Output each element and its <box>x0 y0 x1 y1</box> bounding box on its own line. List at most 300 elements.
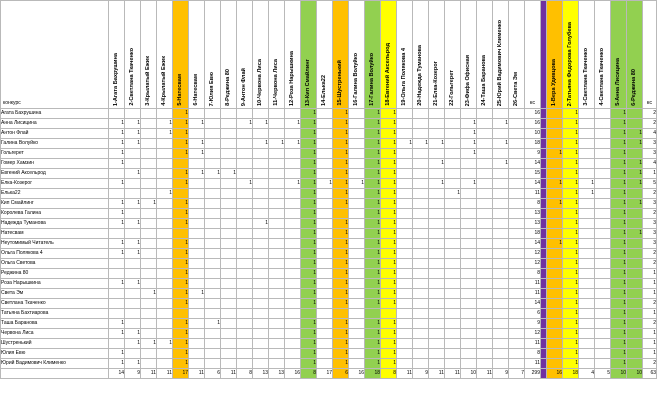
ks-cell: 12 <box>525 259 541 269</box>
vote-cell: 1 <box>285 179 301 189</box>
vote-cell <box>221 179 237 189</box>
vote-cell: 1 <box>157 129 173 139</box>
table-row <box>1 159 657 169</box>
vote-cell <box>445 339 461 349</box>
vote-cell <box>141 149 157 159</box>
vote-cell <box>189 259 205 269</box>
ks-cell: 3 <box>643 239 657 249</box>
ks-cell: 11 <box>525 279 541 289</box>
vote-cell <box>221 359 237 369</box>
vote-cell: 1 <box>189 289 205 299</box>
vote-cell <box>237 299 253 309</box>
vote-cell <box>237 209 253 219</box>
vote-cell <box>221 209 237 219</box>
vote-cell: 1 <box>611 319 627 329</box>
vote-cell: 1 <box>381 329 397 339</box>
vote-cell <box>157 139 173 149</box>
vote-cell: 1 <box>173 219 189 229</box>
ks-cell: 14 <box>525 159 541 169</box>
vote-cell <box>579 339 595 349</box>
vote-cell <box>253 179 269 189</box>
vote-cell <box>547 109 563 119</box>
vote-cell <box>579 299 595 309</box>
vote-cell <box>461 359 477 369</box>
column-header-label: 3-Светлана Ткаченко <box>582 48 589 106</box>
vote-cell <box>595 129 611 139</box>
vote-cell <box>429 219 445 229</box>
vote-cell <box>333 209 349 219</box>
vote-cell <box>253 239 269 249</box>
vote-cell: 1 <box>301 189 317 199</box>
vote-cell: 1 <box>173 249 189 259</box>
vote-cell <box>477 239 493 249</box>
vote-cell <box>397 159 413 169</box>
vote-cell <box>493 209 509 219</box>
column-header-label: 12-Роза Нарышкина <box>288 50 295 106</box>
vote-cell <box>157 199 173 209</box>
vote-cell: 1 <box>173 319 189 329</box>
ks-header-label: кс <box>646 100 653 106</box>
vote-cell: 1 <box>333 169 349 179</box>
vote-cell <box>493 359 509 369</box>
vote-cell <box>157 149 173 159</box>
column-header-label: 19-Ольга Полякова 4 <box>400 48 407 106</box>
table-row <box>1 129 657 139</box>
vote-cell <box>509 339 525 349</box>
vote-cell <box>579 129 595 139</box>
participant-name: Елка-Козерог <box>1 179 109 189</box>
vote-cell <box>317 189 333 199</box>
column-total: 11 <box>477 369 493 379</box>
vote-cell <box>509 249 525 259</box>
vote-cell <box>595 209 611 219</box>
column-total: 17 <box>173 369 189 379</box>
vote-cell <box>125 269 141 279</box>
vote-cell <box>461 309 477 319</box>
ks-cell: 2 <box>643 189 657 199</box>
vote-cell <box>547 259 563 269</box>
vote-cell: 1 <box>563 259 579 269</box>
vote-cell: 1 <box>381 249 397 259</box>
ks-cell: 16 <box>525 109 541 119</box>
vote-cell <box>579 259 595 269</box>
column-header-label: 6-Натесвам <box>192 74 199 106</box>
vote-cell: 1 <box>365 109 381 119</box>
vote-cell <box>237 359 253 369</box>
vote-cell <box>141 269 157 279</box>
vote-cell <box>477 339 493 349</box>
vote-cell <box>125 149 141 159</box>
vote-cell: 1 <box>109 179 125 189</box>
vote-cell: 1 <box>141 199 157 209</box>
vote-cell <box>579 229 595 239</box>
vote-cell: 1 <box>333 109 349 119</box>
vote-cell <box>157 349 173 359</box>
vote-cell <box>269 359 285 369</box>
vote-cell: 1 <box>109 219 125 229</box>
vote-cell <box>141 229 157 239</box>
vote-cell: 1 <box>301 239 317 249</box>
vote-cell <box>509 209 525 219</box>
column-header-label: 15-Шустренький <box>336 60 343 106</box>
ks-cell: 2 <box>643 259 657 269</box>
vote-cell: 1 <box>301 229 317 239</box>
participant-name: Елька22 <box>1 189 109 199</box>
vote-cell: 1 <box>563 289 579 299</box>
vote-cell <box>221 199 237 209</box>
vote-cell <box>349 199 365 209</box>
vote-cell <box>547 229 563 239</box>
vote-cell <box>189 129 205 139</box>
column-header-label: 23-Фифа Офисная <box>464 54 471 106</box>
vote-cell <box>397 259 413 269</box>
vote-cell <box>445 249 461 259</box>
ks-cell: 1 <box>643 269 657 279</box>
vote-cell: 1 <box>563 349 579 359</box>
vote-cell: 1 <box>333 189 349 199</box>
vote-cell: 1 <box>301 129 317 139</box>
vote-cell <box>237 279 253 289</box>
vote-cell <box>253 229 269 239</box>
vote-cell <box>493 299 509 309</box>
vote-cell <box>157 249 173 259</box>
vote-cell: 1 <box>333 219 349 229</box>
vote-cell <box>547 309 563 319</box>
column-header <box>429 1 445 109</box>
vote-cell <box>493 109 509 119</box>
participant-name: Кип Смайлинг <box>1 199 109 209</box>
vote-cell: 1 <box>381 339 397 349</box>
vote-cell <box>125 289 141 299</box>
vote-cell <box>317 219 333 229</box>
vote-cell: 1 <box>301 339 317 349</box>
vote-cell: 1 <box>563 169 579 179</box>
vote-cell <box>349 249 365 259</box>
vote-cell <box>397 329 413 339</box>
vote-cell: 1 <box>611 159 627 169</box>
vote-cell <box>205 259 221 269</box>
vote-cell: 1 <box>381 349 397 359</box>
vote-cell <box>509 189 525 199</box>
vote-cell: 1 <box>493 119 509 129</box>
table-row <box>1 169 657 179</box>
vote-cell <box>157 229 173 239</box>
ks-total: 299 <box>525 369 541 379</box>
vote-cell: 1 <box>381 209 397 219</box>
vote-cell <box>317 349 333 359</box>
column-header <box>317 1 333 109</box>
vote-cell <box>509 269 525 279</box>
vote-cell: 1 <box>253 139 269 149</box>
participant-name: Света Эм <box>1 289 109 299</box>
column-header <box>205 1 221 109</box>
vote-cell <box>493 129 509 139</box>
vote-cell <box>413 179 429 189</box>
vote-cell <box>477 199 493 209</box>
vote-cell: 1 <box>333 119 349 129</box>
vote-cell <box>189 309 205 319</box>
ks-cell: 1 <box>643 329 657 339</box>
vote-cell <box>125 259 141 269</box>
vote-cell: 1 <box>333 139 349 149</box>
table-row <box>1 319 657 329</box>
vote-cell <box>269 159 285 169</box>
table-row <box>1 179 657 189</box>
vote-cell <box>221 119 237 129</box>
vote-cell <box>205 199 221 209</box>
vote-cell <box>125 189 141 199</box>
vote-cell <box>221 319 237 329</box>
vote-cell <box>109 269 125 279</box>
vote-cell: 1 <box>173 129 189 139</box>
vote-cell <box>253 109 269 119</box>
vote-cell: 1 <box>333 159 349 169</box>
participant-name: Евгений Аксельрод <box>1 169 109 179</box>
vote-cell: 1 <box>397 139 413 149</box>
vote-cell <box>595 309 611 319</box>
vote-cell: 1 <box>429 159 445 169</box>
vote-cell: 1 <box>611 309 627 319</box>
vote-cell <box>493 149 509 159</box>
vote-cell <box>397 179 413 189</box>
vote-cell: 1 <box>301 149 317 159</box>
vote-cell <box>141 119 157 129</box>
vote-cell: 1 <box>125 219 141 229</box>
vote-cell <box>221 259 237 269</box>
vote-cell <box>397 129 413 139</box>
vote-cell <box>413 309 429 319</box>
vote-cell: 1 <box>445 189 461 199</box>
vote-cell <box>205 179 221 189</box>
vote-cell <box>413 299 429 309</box>
vote-cell <box>579 239 595 249</box>
vote-cell <box>397 199 413 209</box>
vote-cell <box>317 119 333 129</box>
vote-cell <box>157 329 173 339</box>
ks-cell: 2 <box>643 319 657 329</box>
vote-cell <box>445 119 461 129</box>
vote-cell <box>477 219 493 229</box>
vote-cell <box>595 189 611 199</box>
vote-cell <box>477 109 493 119</box>
vote-cell: 1 <box>563 329 579 339</box>
ks-cell: 8 <box>525 199 541 209</box>
column-total: 6 <box>333 369 349 379</box>
column-header <box>285 1 301 109</box>
vote-cell <box>461 209 477 219</box>
vote-cell <box>397 289 413 299</box>
vote-cell <box>285 319 301 329</box>
vote-cell: 1 <box>365 119 381 129</box>
vote-cell <box>285 359 301 369</box>
vote-cell <box>285 219 301 229</box>
vote-cell <box>509 149 525 159</box>
vote-cell <box>547 279 563 289</box>
vote-cell <box>221 349 237 359</box>
participant-name: Юрий Вадимович Клименко <box>1 359 109 369</box>
vote-cell: 1 <box>381 179 397 189</box>
vote-cell <box>285 269 301 279</box>
vote-cell <box>221 219 237 229</box>
vote-cell <box>253 169 269 179</box>
participant-name: Ольга Полякова 4 <box>1 249 109 259</box>
vote-cell <box>429 289 445 299</box>
vote-cell <box>269 319 285 329</box>
ks-header <box>525 1 541 109</box>
vote-cell <box>349 259 365 269</box>
vote-cell <box>579 209 595 219</box>
vote-cell <box>595 279 611 289</box>
ks-cell: 1 <box>643 309 657 319</box>
vote-cell <box>547 319 563 329</box>
participant-name: Галина Волуйко <box>1 139 109 149</box>
vote-cell: 1 <box>563 319 579 329</box>
ks-cell: 4 <box>643 159 657 169</box>
vote-cell <box>595 359 611 369</box>
vote-cell <box>221 249 237 259</box>
vote-cell <box>477 309 493 319</box>
vote-cell <box>269 109 285 119</box>
vote-cell: 1 <box>579 189 595 199</box>
vote-cell <box>173 159 189 169</box>
vote-cell <box>205 279 221 289</box>
vote-cell <box>461 229 477 239</box>
vote-cell <box>189 329 205 339</box>
vote-cell <box>445 309 461 319</box>
vote-cell <box>125 159 141 169</box>
vote-cell <box>253 289 269 299</box>
vote-cell: 1 <box>173 199 189 209</box>
vote-cell <box>125 309 141 319</box>
ks-cell: 14 <box>525 239 541 249</box>
vote-cell: 1 <box>563 309 579 319</box>
vote-cell: 1 <box>563 199 579 209</box>
vote-cell: 1 <box>627 139 643 149</box>
vote-cell <box>205 289 221 299</box>
column-header-label: 4-Светлана Ткаченко <box>598 48 605 106</box>
vote-cell <box>189 339 205 349</box>
vote-cell <box>429 149 445 159</box>
vote-cell <box>627 249 643 259</box>
vote-cell <box>461 169 477 179</box>
vote-cell: 1 <box>579 179 595 189</box>
column-header <box>269 1 285 109</box>
vote-cell <box>627 359 643 369</box>
vote-cell: 1 <box>627 199 643 209</box>
vote-cell <box>221 159 237 169</box>
vote-cell <box>579 119 595 129</box>
vote-cell <box>413 189 429 199</box>
vote-cell <box>269 269 285 279</box>
vote-cell <box>461 249 477 259</box>
participant-name: Таша Баранова <box>1 319 109 329</box>
column-total: 17 <box>317 369 333 379</box>
vote-cell: 1 <box>365 229 381 239</box>
vote-cell <box>157 289 173 299</box>
vote-cell <box>429 189 445 199</box>
vote-cell <box>413 219 429 229</box>
vote-cell <box>237 239 253 249</box>
vote-cell <box>429 119 445 129</box>
vote-cell: 1 <box>381 239 397 249</box>
vote-cell <box>205 239 221 249</box>
participant-name: Татьяна Бахтиарова <box>1 309 109 319</box>
ks-cell: 15 <box>525 169 541 179</box>
vote-cell <box>493 189 509 199</box>
column-total: 11 <box>429 369 445 379</box>
vote-cell <box>253 319 269 329</box>
vote-cell <box>493 229 509 239</box>
vote-cell: 1 <box>205 319 221 329</box>
vote-cell: 1 <box>157 339 173 349</box>
vote-cell <box>547 129 563 139</box>
column-header <box>221 1 237 109</box>
vote-cell <box>349 329 365 339</box>
vote-cell <box>595 139 611 149</box>
vote-cell <box>189 279 205 289</box>
vote-cell <box>445 349 461 359</box>
vote-cell <box>141 179 157 189</box>
vote-cell <box>579 109 595 119</box>
vote-cell <box>269 119 285 129</box>
ks-cell: 3 <box>643 199 657 209</box>
ks-cell: 1 <box>643 339 657 349</box>
vote-cell <box>579 329 595 339</box>
vote-cell <box>429 239 445 249</box>
vote-cell <box>547 209 563 219</box>
vote-cell <box>285 199 301 209</box>
vote-cell: 1 <box>125 339 141 349</box>
ks-cell: 16 <box>525 119 541 129</box>
vote-cell <box>579 159 595 169</box>
vote-cell: 1 <box>563 299 579 309</box>
vote-cell: 1 <box>173 269 189 279</box>
vote-cell: 1 <box>173 139 189 149</box>
vote-cell <box>285 349 301 359</box>
table-row <box>1 139 657 149</box>
table-row <box>1 249 657 259</box>
ks-cell: 2 <box>643 359 657 369</box>
vote-cell <box>141 299 157 309</box>
vote-cell: 1 <box>365 319 381 329</box>
table-row <box>1 339 657 349</box>
column-header <box>595 1 611 109</box>
vote-cell: 1 <box>317 179 333 189</box>
ks-cell: 8 <box>525 349 541 359</box>
vote-cell <box>445 139 461 149</box>
vote-cell: 1 <box>547 179 563 189</box>
vote-cell <box>285 299 301 309</box>
vote-cell <box>477 209 493 219</box>
vote-cell <box>595 199 611 209</box>
vote-cell <box>205 329 221 339</box>
vote-cell <box>477 259 493 269</box>
vote-cell <box>317 229 333 239</box>
vote-cell <box>493 349 509 359</box>
column-header <box>125 1 141 109</box>
column-header <box>547 1 563 109</box>
vote-cell <box>413 279 429 289</box>
vote-cell <box>221 309 237 319</box>
vote-cell <box>237 249 253 259</box>
vote-cell <box>429 309 445 319</box>
vote-cell: 1 <box>365 279 381 289</box>
vote-cell <box>445 129 461 139</box>
vote-cell <box>141 169 157 179</box>
vote-cell <box>445 179 461 189</box>
column-header <box>413 1 429 109</box>
vote-cell <box>141 309 157 319</box>
